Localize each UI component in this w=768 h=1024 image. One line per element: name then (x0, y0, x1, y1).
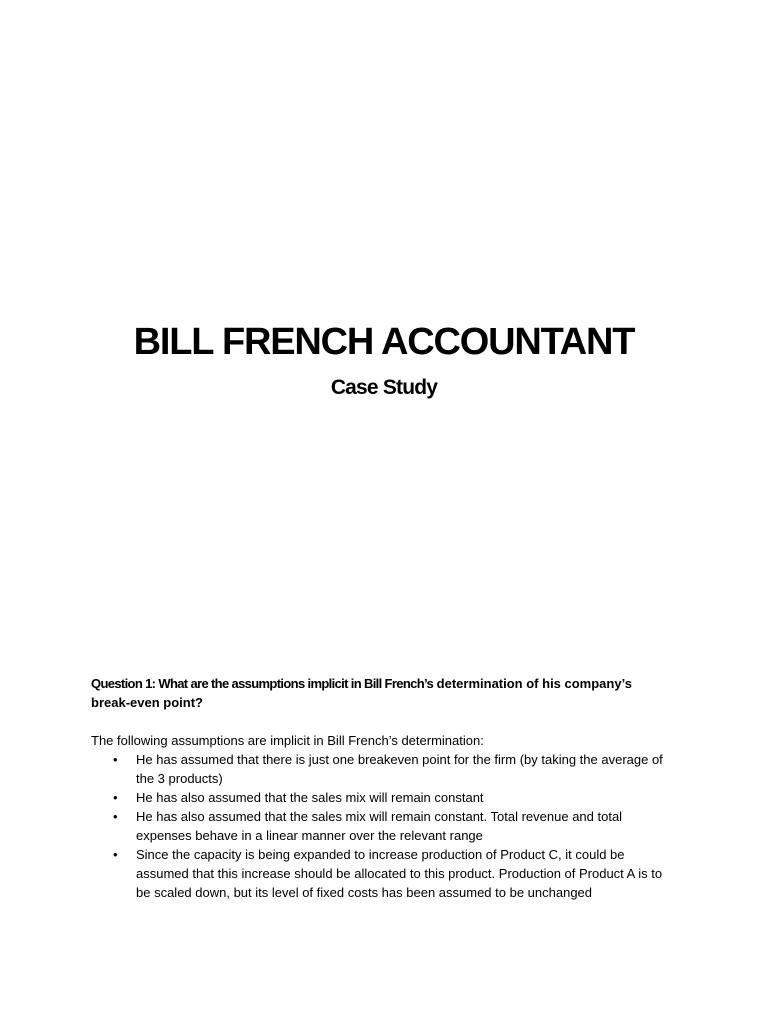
list-item-text: Since the capacity is being expanded to increase production of Product C, it could be assumed that this increase should be allocated to this product. Production of Product A is to be scaled down, but its level of fixed costs has been assumed to be unchanged (136, 847, 663, 900)
list-item (91, 845, 671, 902)
list-item (91, 807, 671, 845)
bullet-icon: • (113, 847, 118, 862)
bullet-icon: • (113, 790, 118, 805)
document-title: BILL FRENCH ACCOUNTANT (133, 321, 635, 363)
list-item (91, 788, 671, 807)
list-item-text: He has also assumed that the sales mix will remain constant (136, 790, 484, 805)
list-item (91, 750, 671, 788)
question-lead: Question 1: What are the assumptions implicit in Bill French’s (91, 676, 434, 691)
bullet-icon: • (113, 809, 118, 824)
document-subtitle: Case Study (330, 376, 438, 399)
list-item-text: He has also assumed that the sales mix will remain constant. Total revenue and total expenses behave in a linear manner over the relevant range (136, 809, 623, 843)
list-item-text: He has assumed that there is just one breakeven point for the firm (by taking the average of the 3 products) (136, 752, 663, 786)
document-body (91, 674, 671, 902)
question-rest: determination of his company’s break-even point? (91, 676, 632, 710)
intro-text: The following assumptions are implicit in Bill French’s determination: (91, 733, 484, 748)
question-heading (91, 674, 671, 712)
bullet-icon: • (113, 752, 118, 767)
assumptions-list (91, 750, 671, 902)
